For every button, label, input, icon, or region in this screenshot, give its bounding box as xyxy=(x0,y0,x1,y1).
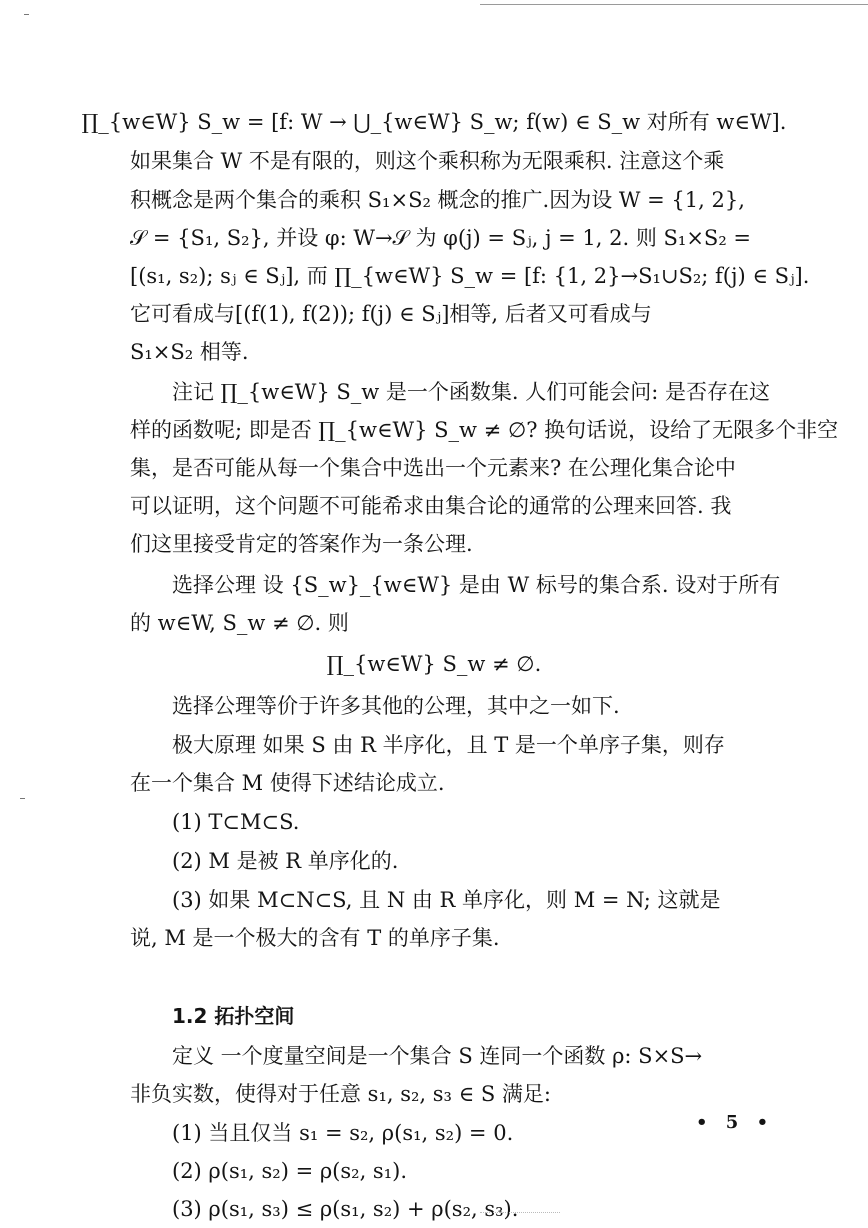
text-line: 如果集合 W 不是有限的，则这个乘积称为无限乘积. 注意这个乘 xyxy=(130,149,725,173)
scan-mark xyxy=(24,14,29,15)
text-line: 的 w∈W, S_w ≠ ∅. 则 xyxy=(130,611,349,635)
text-line: (1) T⊂M⊂S. xyxy=(172,810,300,834)
text-line: 们这里接受肯定的答案作为一条公理. xyxy=(130,532,473,556)
text-line: 𝒮 = {S₁, S₂}, 并设 φ: W→𝒮 为 φ(j) = Sⱼ, j = 1, 2. 则 S₁×S₂ = xyxy=(130,226,752,250)
text-line: 选择公理 设 {S_w}_{w∈W} 是由 W 标号的集合系. 设对于所有 xyxy=(172,573,781,597)
text-line: (3) 如果 M⊂N⊂S, 且 N 由 R 单序化，则 M = N; 这就是 xyxy=(172,888,721,912)
text-line: (3) ρ(s₁, s₃) ≤ ρ(s₁, s₂) + ρ(s₂, s₃). xyxy=(172,1197,519,1221)
scan-mark xyxy=(20,798,25,799)
text-line: 积概念是两个集合的乘积 S₁×S₂ 概念的推广.因为设 W = {1, 2}, xyxy=(130,188,745,212)
text-line: 定义 一个度量空间是一个集合 S 连同一个函数 ρ: S×S→ xyxy=(172,1044,703,1068)
text-line: 集，是否可能从每一个集合中选出一个元素来? 在公理化集合论中 xyxy=(130,456,736,480)
text-line: 在一个集合 M 使得下述结论成立. xyxy=(130,771,445,795)
top-rule xyxy=(480,4,868,5)
text-line: ∏_{w∈W} S_w ≠ ∅. xyxy=(326,652,542,676)
bottom-rule xyxy=(480,1212,560,1213)
text-line: 可以证明，这个问题不可能希求由集合论的通常的公理来回答. 我 xyxy=(130,494,732,518)
text-line: ∏_{w∈W} S_w = [f: W → ⋃_{w∈W} S_w; f(w) ∈ S_w 对所有 w∈W]. xyxy=(81,110,787,134)
text-line: (2) ρ(s₁, s₂) = ρ(s₂, s₁). xyxy=(172,1159,407,1183)
text-line: (1) 当且仅当 s₁ = s₂, ρ(s₁, s₂) = 0. xyxy=(172,1121,514,1145)
text-line: 极大原理 如果 S 由 R 半序化，且 T 是一个单序子集，则存 xyxy=(172,733,725,757)
text-line: 样的函数呢; 即是否 ∏_{w∈W} S_w ≠ ∅? 换句话说，设给了无限多个非空 xyxy=(130,418,839,442)
text-line: 它可看成与[(f(1), f(2)); f(j) ∈ Sⱼ]相等, 后者又可看成与 xyxy=(130,302,652,326)
text-line: S₁×S₂ 相等. xyxy=(130,340,249,364)
text-line: [(s₁, s₂); sⱼ ∈ Sⱼ], 而 ∏_{w∈W} S_w = [f: {1, 2}→S₁∪S₂; f(j) ∈ Sⱼ]. xyxy=(130,264,810,288)
text-line: 注记 ∏_{w∈W} S_w 是一个函数集. 人们可能会问: 是否存在这 xyxy=(172,380,771,404)
text-line: 选择公理等价于许多其他的公理，其中之一如下. xyxy=(172,694,620,718)
section-heading: 1.2 拓扑空间 xyxy=(172,1004,295,1028)
text-line: 说, M 是一个极大的含有 T 的单序子集. xyxy=(130,926,500,950)
text-line: 非负实数，使得对于任意 s₁, s₂, s₃ ∈ S 满足: xyxy=(130,1082,551,1106)
text-line: (2) M 是被 R 单序化的. xyxy=(172,849,399,873)
page-number: • 5 • xyxy=(696,1112,775,1133)
